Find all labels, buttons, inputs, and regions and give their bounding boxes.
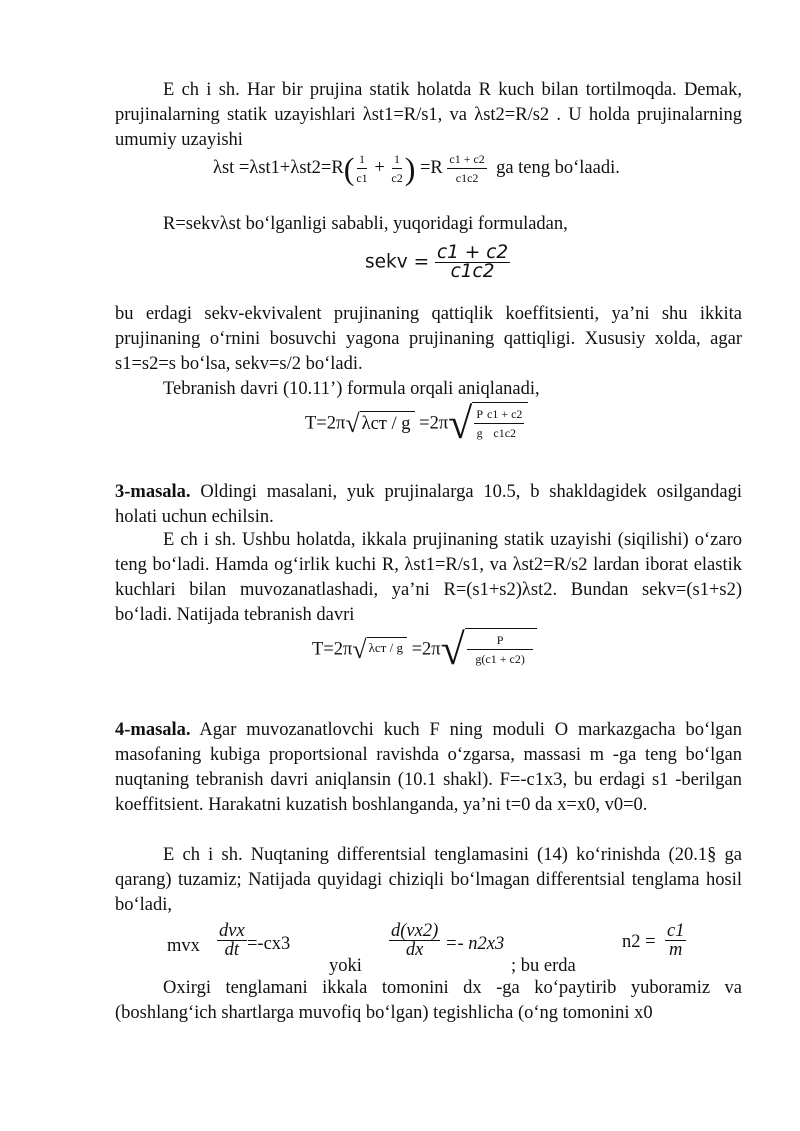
paragraph-4: Tebranish davri (10.11’) formula orqali aniqlanadi,: [163, 379, 540, 399]
paragraph-solution-3: E ch i sh. Ushbu holatda, ikkala prujinaning statik uzayishi (siqilishi) o‘zaro teng bo‘ladi. Hamda og‘irlik kuchi R, λst1=R/s1, va λst2=R/s2 lardan iborat elastik kuchlari bilan muvozanatlashadi, ya’ni R=(s1+s2)λst2. Bundan sekv=(s1+s2) bo‘ladi. Natijada tebranish davri: [115, 530, 742, 625]
paragraph-problem-4: 4-masala. Agar muvozanatlovchi kuch F ning moduli O markazgacha bo‘lgan masofaning kubiga proportsional ravishda o‘zgarsa, massasi m -ga teng bo‘lgan nuqtaning tebranish davri aniqlansin (10.1 shakl). F=-c1x3, bu erdagi s1 -berilgan koeffitsient. Harakatni kuzatish boshlanganda, ya’ni t=0 da x=x0, v0=0.: [115, 720, 742, 815]
eq1-equals: =R: [419, 157, 443, 178]
equation-differential: mvx dvx dt =-cx3 yoki $\frac{d(vx2)}{dx}$ =- n2x3 ; bu erda n2 = $\frac{c1}{m}$: [167, 921, 685, 976]
solution-1-text: E ch i sh. Har bir prujina statik holatda R kuch bilan tortilmoqda. Demak, prujinalarning statik uzayishlari λst1=R/s1, va λst2=R/s2 . U holda prujinalarning umumiy uzayishi: [115, 80, 742, 150]
paragraph-solution-1: [115, 78, 742, 153]
equation-total-extension: λst =λst1+λst2=R( $\frac{1}{c1}$ + $\frac{1}{c2}$ ) =R $\frac{c1 + c2}{c1c2}$ ga teng bo‘laadi.: [213, 150, 620, 187]
paragraph-2: R=sekvλst bo‘lganligi sababli, yuqoridagi formuladan,: [163, 214, 568, 234]
equation-sekv: sekv = $\frac{c1 + c2}{c1c2}$: [365, 242, 509, 282]
eq1-fraction: $\frac{c1 + c2}{c1c2}$: [449, 152, 485, 185]
paragraph-solution-4: E ch i sh. Nuqtaning differentsial tenglamasini (14) ko‘rinishda (20.1§ ga qarang) tuzamiz; Natijada quyidagi chiziqli bo‘lmagan differentsial tenglama hosil bo‘ladi,: [115, 845, 742, 915]
paragraph-5: Oxirgi tenglamani ikkala tomonini dx -ga ko‘paytirib yuboramiz va (boshlang‘ich shartlarga muvofiq bo‘lgan) tegishlicha (o‘ng tomonini x0: [115, 978, 742, 1023]
eq1-tail: ga teng bo‘laadi.: [496, 157, 620, 178]
paragraph-3: bu erdagi sekv-ekvivalent prujinaning qattiqlik koeffitsienti, ya’ni shu ikkita prujinaning o‘rnini bosuvchi yagona prujinaning qattiqligi. Xususiy xolda, agar s1=s2=s bo‘lsa, sekv=s/2 bo‘ladi.: [115, 304, 742, 374]
paragraph-problem-3: 3-masala. Oldingi masalani, yuk prujinalarga 10.5, b shakldagidek osilgandagi holati uchun echilsin.: [115, 482, 742, 527]
equation-period-2: T=2π √ λст / g =2π √ $\frac{P}{g(c1 + c2)}$: [312, 628, 537, 672]
equation-period-1: T=2π √ λст / g =2π √ $\frac{P}{g}$ $\frac{c1 + c2}{c1c2}$: [305, 402, 528, 446]
eq1-lhs: λst =λst1+λst2=R: [213, 157, 344, 178]
